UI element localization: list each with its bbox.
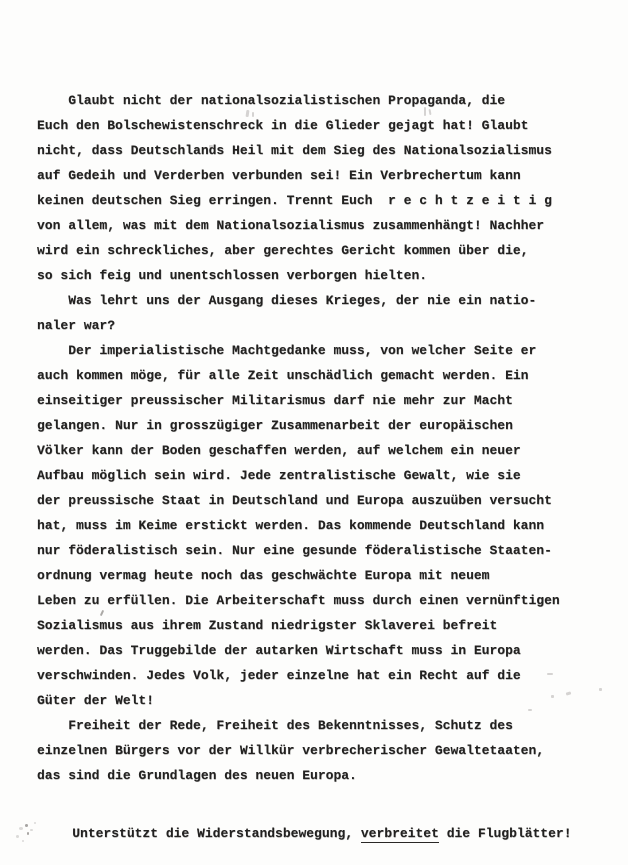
scan-artifact	[424, 107, 426, 116]
text-line: Sozialismus aus ihrem Zustand niedrigster Sklaverei befreit	[37, 618, 498, 633]
closing-underlined-word: verbreitet	[360, 826, 439, 841]
text-line: so sich feig und unentschlossen verborgen hielten.	[37, 268, 428, 283]
text-line: einseitiger preussischer Militarismus darf nie mehr zur Macht	[37, 393, 513, 408]
text-line: Leben zu erfüllen. Die Arbeiterschaft muss durch einen vernünftigen	[37, 593, 560, 608]
text-line: ordnung vermag heute noch das geschwächte Europa mit neuem	[37, 568, 490, 583]
text-line: das sind die Grundlagen des neuen Europa.	[37, 768, 357, 783]
text-line: Völker kann der Boden geschaffen werden, auf welchem ein neuer	[37, 443, 521, 458]
scan-artifact	[547, 673, 553, 675]
text-line: keinen deutschen Sieg erringen. Trennt Euch r e c h t z e i t i g	[37, 193, 552, 208]
text-line: naler war?	[37, 318, 116, 333]
scan-artifact	[551, 695, 554, 698]
text-line: auf Gedeih und Verderben verbunden sei! Ein Verbrechertum kann	[37, 168, 521, 183]
text-line: verschwinden. Jedes Volk, jeder einzelne hat ein Recht auf die	[37, 668, 521, 683]
text-line: nur föderalistisch sein. Nur eine gesunde föderalistische Staaten-	[37, 543, 552, 558]
text-line: Glaubt nicht der nationalsozialistischen Propaganda, die	[37, 93, 506, 108]
text-line: Freiheit der Rede, Freiheit des Bekenntnisses, Schutz des	[37, 718, 513, 733]
scan-artifact	[599, 688, 602, 691]
scan-artifact	[528, 709, 532, 711]
text-line: Aufbau möglich sein wird. Jede zentralistische Gewalt, wie sie	[37, 468, 521, 483]
text-line: wird ein schreckliches, aber gerechtes Gericht kommen über die,	[37, 243, 529, 258]
text-line: nicht, dass Deutschlands Heil mit dem Sieg des Nationalsozialismus	[37, 143, 552, 158]
text-block	[37, 88, 597, 788]
text-line: von allem, was mit dem Nationalsozialismus zusammenhängt! Nachher	[37, 218, 545, 233]
closing-after: die Flugblätter!	[438, 826, 572, 841]
text-line: der preussische Staat in Deutschland und Europa auszuüben versucht	[37, 493, 552, 508]
text-line: einzelnen Bürgers vor der Willkür verbrecherischer Gewaltetaaten,	[37, 743, 545, 758]
scan-artifact	[209, 145, 213, 148]
text-line: Euch den Bolschewistenschreck in die Glieder gejagt hat! Glaubt	[37, 118, 529, 133]
text-line: Güter der Welt!	[37, 693, 155, 708]
text-line: auch kommen möge, für alle Zeit unschädlich gemacht werden. Ein	[37, 368, 529, 383]
closing-line	[41, 796, 572, 841]
closing-before: Unterstützt die Widerstandsbewegung,	[72, 826, 361, 841]
text-line: Was lehrt uns der Ausgang dieses Krieges, der nie ein natio-	[37, 293, 537, 308]
text-line: Der imperialistische Machtgedanke muss, von welcher Seite er	[37, 343, 537, 358]
text-line: gelangen. Nur in grosszügiger Zusammenarbeit der europäischen	[37, 418, 513, 433]
text-line: hat, muss im Keime erstickt werden. Das kommende Deutschland kann	[37, 518, 545, 533]
scan-artifact	[252, 112, 254, 117]
text-line: werden. Das Truggebilde der autarken Wirtschaft muss in Europa	[37, 643, 521, 658]
